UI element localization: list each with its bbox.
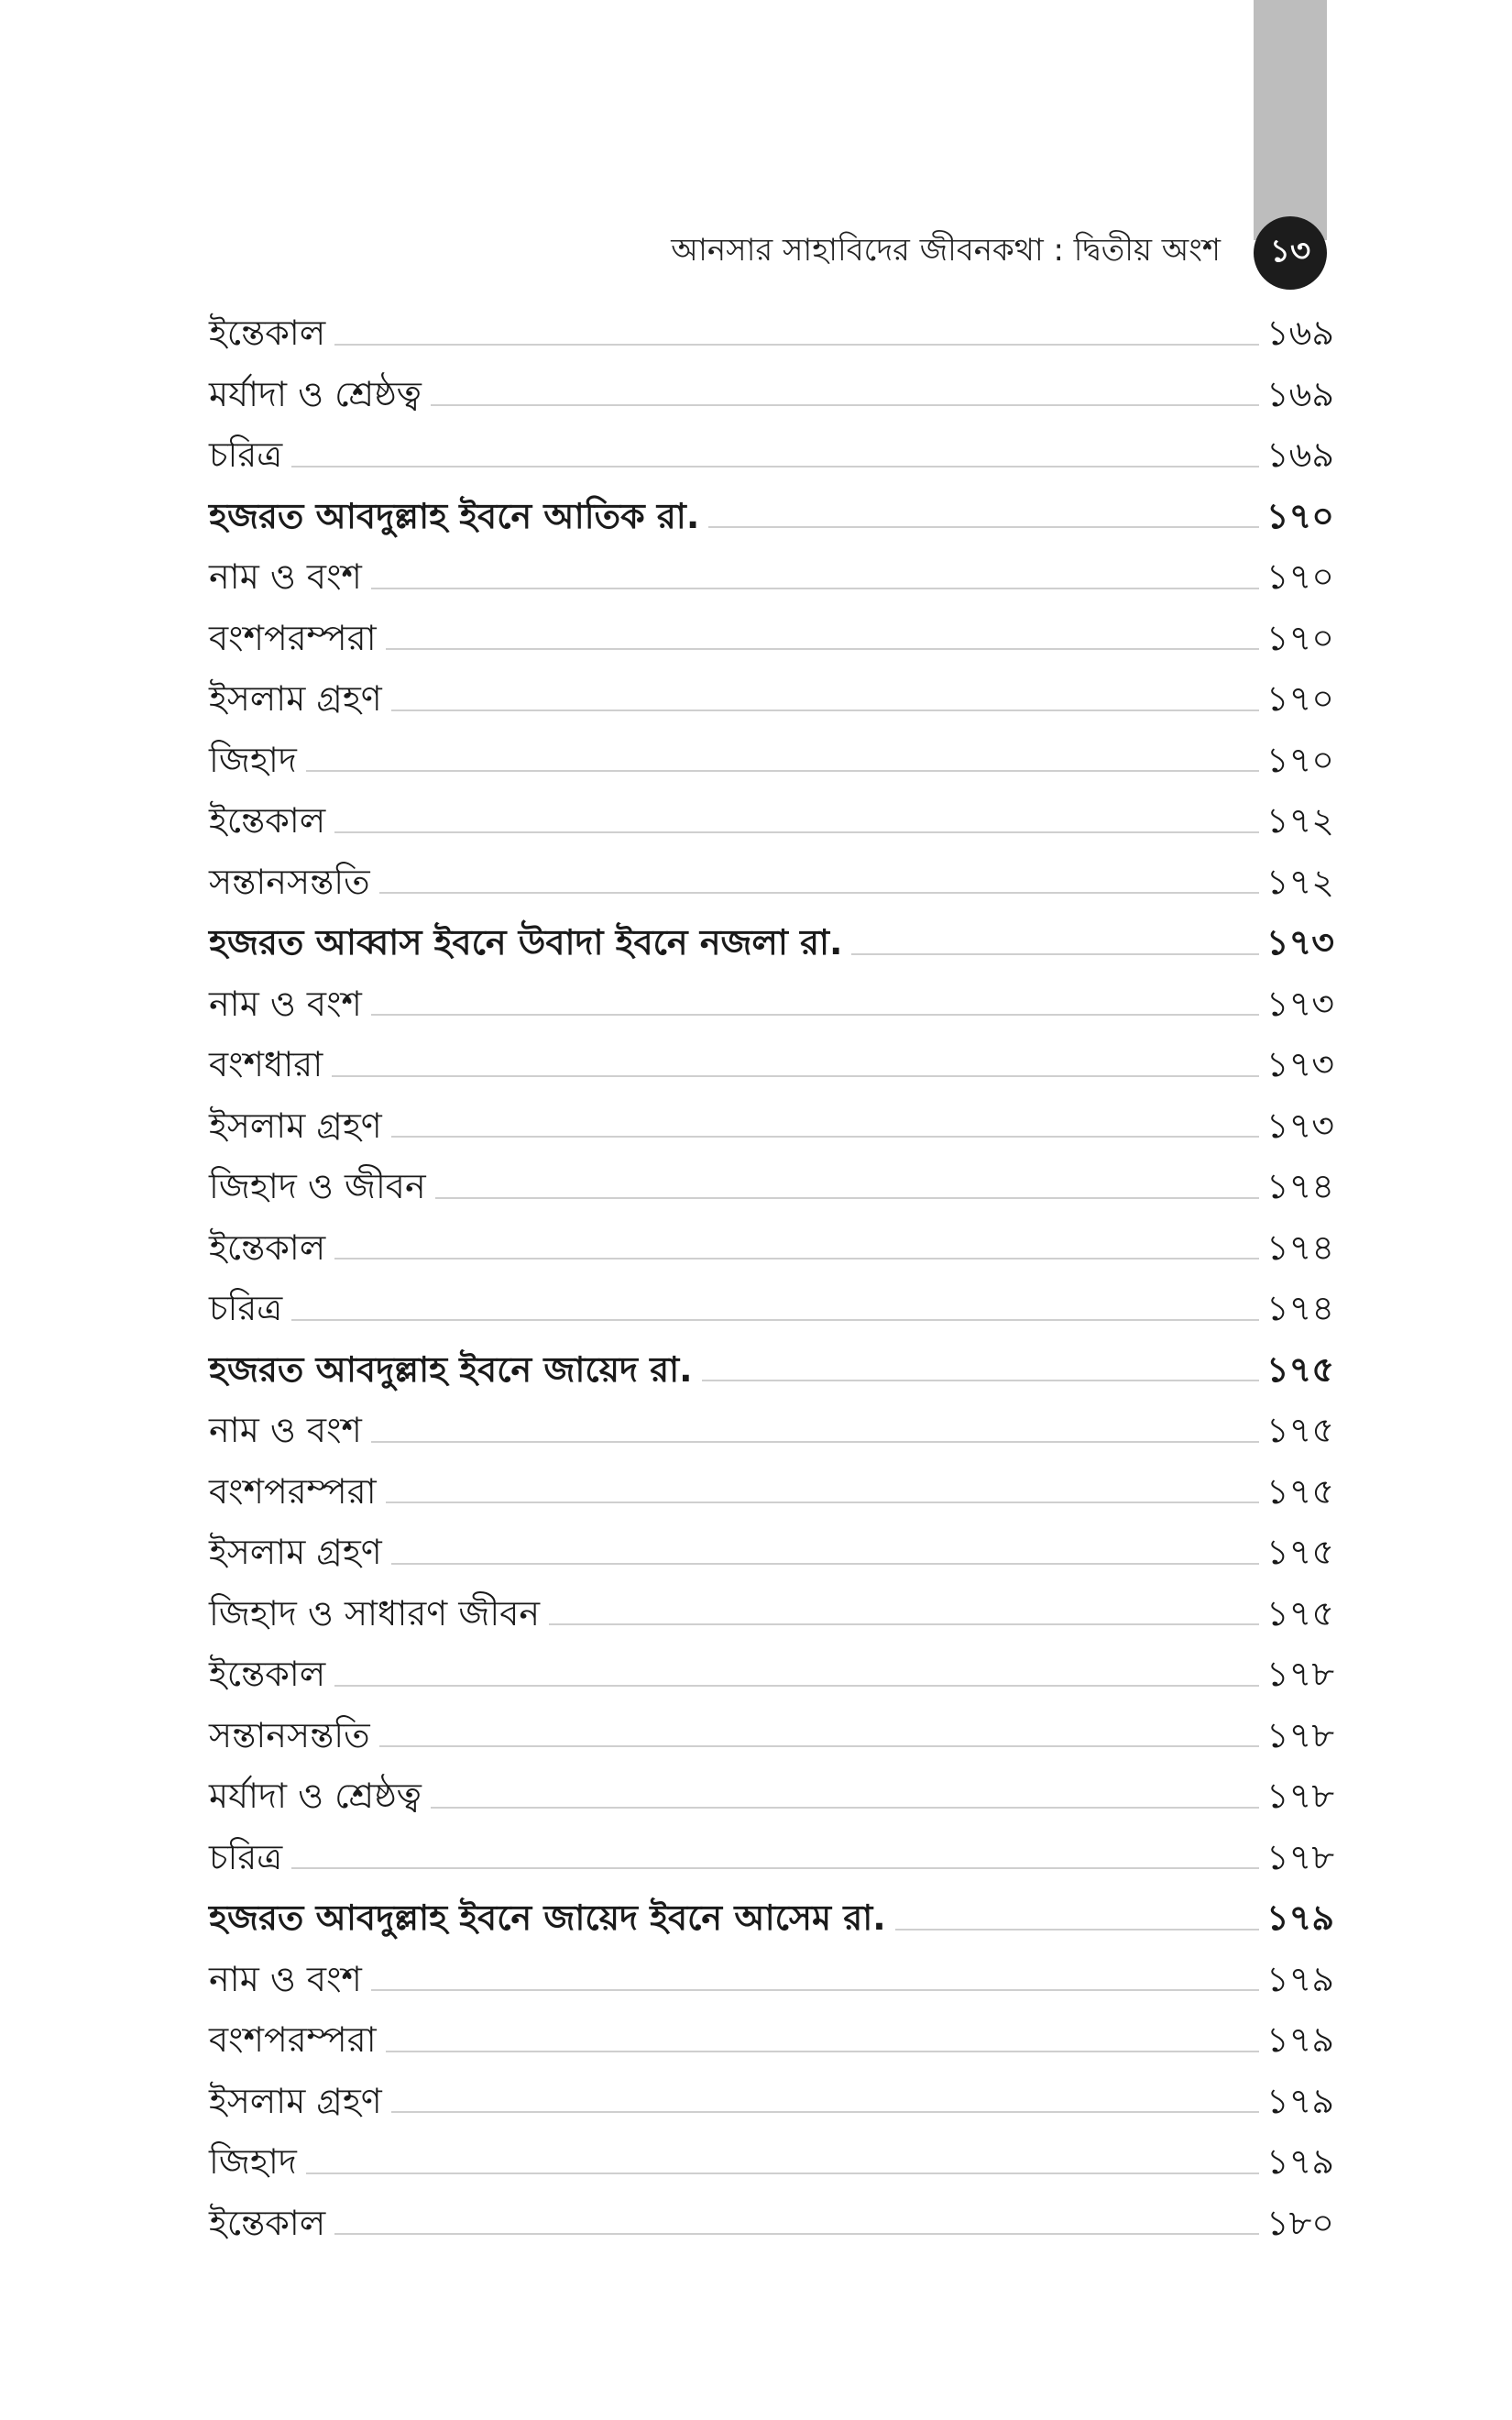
toc-leader-line: [334, 1685, 1259, 1687]
toc-leader-line: [391, 1563, 1259, 1565]
toc-entry-page: ১৭৪: [1265, 1288, 1334, 1328]
toc-leader-line: [379, 892, 1259, 894]
toc-entry-title: হজরত আব্বাস ইবনে উবাদা ইবনে নজলা রা.: [209, 922, 843, 962]
toc-section-entry: [209, 302, 1334, 364]
toc-entry-page: ১৭৯: [1265, 2019, 1334, 2060]
toc-entry-title: ইন্তেকাল: [209, 1654, 326, 1694]
toc-entry-title: ইন্তেকাল: [209, 1226, 326, 1268]
toc-entry-title: নাম ও বংশ: [209, 1958, 362, 1999]
toc-entry-title: জিহাদ: [209, 739, 297, 780]
running-header-title: আনসার সাহাবিদের জীবনকথা : দ্বিতীয় অংশ: [671, 232, 1221, 269]
toc-entry-page: ১৭৩: [1265, 983, 1334, 1024]
toc-section-entry: [209, 1400, 1334, 1461]
toc-section-entry: [209, 364, 1334, 425]
toc-section-entry: [209, 2009, 1334, 2071]
toc-leader-line: [291, 1319, 1259, 1321]
toc-section-entry: [209, 424, 1334, 486]
toc-entry-page: ১৬৯: [1265, 434, 1334, 475]
toc-entry-page: ১৭৫: [1265, 1410, 1334, 1450]
toc-leader-line: [391, 710, 1259, 711]
toc-section-entry: [209, 546, 1334, 608]
toc-entry-page: ১৬৯: [1265, 373, 1334, 414]
toc-entry-title: ইসলাম গ্রহণ: [209, 1105, 382, 1146]
toc-section-entry: [209, 668, 1334, 730]
toc-entry-title: বংশপরম্পরা: [209, 1470, 377, 1512]
toc-leader-line: [895, 1929, 1259, 1930]
toc-entry-title: বংশপরম্পরা: [209, 617, 377, 658]
toc-section-entry: [209, 852, 1334, 913]
toc-entry-title: ইসলাম গ্রহণ: [209, 1532, 382, 1572]
toc-leader-line: [391, 2111, 1259, 2113]
toc-entry-title: জিহাদ ও সাধারণ জীবন: [209, 1592, 541, 1634]
toc-leader-line: [386, 2051, 1259, 2052]
toc-entry-page: ১৭৪: [1265, 1226, 1334, 1268]
toc-leader-line: [334, 344, 1259, 346]
toc-leader-line: [334, 2233, 1259, 2235]
toc-entry-page: ১৭৮: [1265, 1776, 1334, 1816]
toc-leader-line: [435, 1197, 1259, 1199]
toc-leader-line: [702, 1380, 1259, 1381]
toc-entry-title: চরিত্র: [209, 1288, 283, 1328]
toc-leader-line: [431, 1807, 1259, 1809]
toc-entry-page: ১৭৮: [1265, 1836, 1334, 1877]
toc-leader-line: [371, 1989, 1259, 1991]
toc-leader-line: [332, 1075, 1259, 1077]
toc-section-entry: [209, 1461, 1334, 1523]
toc-entry-title: মর্যাদা ও শ্রেষ্ঠত্ব: [209, 373, 422, 414]
toc-leader-line: [431, 404, 1259, 406]
toc-entry-title: বংশধারা: [209, 1044, 323, 1084]
toc-entry-title: ইন্তেকাল: [209, 313, 326, 353]
toc-entry-title: সন্তানসন্ততি: [209, 1714, 370, 1755]
toc-entry-page: ১৭০: [1265, 495, 1334, 536]
toc-entry-page: ১৭৩: [1265, 1044, 1334, 1084]
toc-section-entry: [209, 1217, 1334, 1279]
toc-entry-page: ১৭৮: [1265, 1654, 1334, 1694]
toc-entry-page: ১৭০: [1265, 617, 1334, 658]
toc-leader-line: [291, 466, 1259, 468]
toc-section-entry: [209, 1034, 1334, 1095]
toc-entry-title: হজরত আবদুল্লাহ ইবনে আতিক রা.: [209, 495, 700, 536]
toc-leader-line: [549, 1623, 1259, 1625]
toc-leader-line: [306, 770, 1259, 772]
toc-entry-title: হজরত আবদুল্লাহ ইবনে জায়েদ রা.: [209, 1348, 693, 1390]
toc-entry-title: চরিত্র: [209, 434, 283, 475]
toc-entry-page: ১৬৯: [1265, 313, 1334, 353]
toc-entry-page: ১৭২: [1265, 800, 1334, 841]
toc-entry-title: ইসলাম গ্রহণ: [209, 678, 382, 719]
toc-leader-line: [371, 588, 1259, 589]
page-number-badge: [1254, 216, 1327, 290]
table-of-contents: [209, 302, 1334, 2253]
toc-entry-title: ইন্তেকাল: [209, 2202, 326, 2243]
toc-entry-page: ১৭৫: [1265, 1592, 1334, 1634]
toc-leader-line: [334, 831, 1259, 833]
toc-leader-line: [371, 1014, 1259, 1016]
toc-entry-title: জিহাদ ও জীবন: [209, 1166, 426, 1206]
toc-entry-page: ১৭০: [1265, 739, 1334, 780]
toc-entry-page: ১৭৯: [1265, 2141, 1334, 2182]
toc-leader-line: [334, 1258, 1259, 1260]
toc-section-entry: [209, 2071, 1334, 2132]
page-edge-tab: [1254, 0, 1327, 240]
toc-section-entry: [209, 790, 1334, 852]
toc-section-entry: [209, 2193, 1334, 2254]
toc-entry-title: জিহাদ: [209, 2141, 297, 2182]
toc-entry-page: ১৮০: [1265, 2202, 1334, 2243]
toc-leader-line: [386, 1502, 1259, 1503]
toc-entry-page: ১৭৯: [1265, 2080, 1334, 2121]
toc-entry-page: ১৭৩: [1265, 922, 1334, 962]
toc-entry-title: ইসলাম গ্রহণ: [209, 2080, 382, 2121]
toc-leader-line: [851, 953, 1259, 955]
toc-entry-title: হজরত আবদুল্লাহ ইবনে জায়েদ ইবনে আসেম রা.: [209, 1898, 886, 1938]
toc-entry-page: ১৭৩: [1265, 1105, 1334, 1146]
toc-entry-title: নাম ও বংশ: [209, 1410, 362, 1450]
toc-leader-line: [708, 526, 1259, 528]
page-number: ১৩: [1269, 232, 1311, 270]
toc-entry-page: ১৭৯: [1265, 1958, 1334, 1999]
toc-entry-title: নাম ও বংশ: [209, 983, 362, 1024]
toc-section-entry: [209, 1278, 1334, 1339]
toc-section-entry: [209, 974, 1334, 1035]
toc-chapter-entry: [209, 912, 1334, 974]
toc-entry-page: ১৭৮: [1265, 1714, 1334, 1755]
toc-chapter-entry: [209, 486, 1334, 547]
toc-entry-page: ১৭৫: [1265, 1348, 1334, 1390]
toc-entry-page: ১৭৯: [1265, 1898, 1334, 1938]
toc-entry-title: সন্তানসন্ততি: [209, 861, 370, 902]
toc-entry-page: ১৭০: [1265, 678, 1334, 719]
toc-chapter-entry: [209, 1887, 1334, 1949]
toc-leader-line: [379, 1745, 1259, 1747]
toc-leader-line: [391, 1136, 1259, 1138]
toc-section-entry: [209, 1644, 1334, 1705]
toc-entry-page: ১৭০: [1265, 556, 1334, 597]
toc-section-entry: [209, 1827, 1334, 1888]
toc-section-entry: [209, 1705, 1334, 1766]
toc-section-entry: [209, 1766, 1334, 1827]
toc-leader-line: [306, 2172, 1259, 2174]
toc-entry-title: বংশপরম্পরা: [209, 2019, 377, 2060]
toc-section-entry: [209, 1095, 1334, 1157]
toc-entry-title: ইন্তেকাল: [209, 800, 326, 841]
toc-entry-page: ১৭৫: [1265, 1532, 1334, 1572]
toc-entry-title: চরিত্র: [209, 1836, 283, 1877]
toc-entry-page: ১৭৪: [1265, 1166, 1334, 1206]
toc-section-entry: [209, 730, 1334, 791]
toc-leader-line: [291, 1867, 1259, 1869]
toc-section-entry: [209, 1583, 1334, 1644]
toc-leader-line: [371, 1441, 1259, 1443]
toc-section-entry: [209, 1522, 1334, 1583]
toc-entry-page: ১৭২: [1265, 861, 1334, 902]
toc-section-entry: [209, 608, 1334, 669]
toc-chapter-entry: [209, 1339, 1334, 1401]
toc-entry-page: ১৭৫: [1265, 1470, 1334, 1512]
toc-leader-line: [386, 648, 1259, 650]
toc-section-entry: [209, 2131, 1334, 2193]
toc-section-entry: [209, 1156, 1334, 1217]
toc-section-entry: [209, 1949, 1334, 2010]
toc-entry-title: নাম ও বংশ: [209, 556, 362, 597]
toc-entry-title: মর্যাদা ও শ্রেষ্ঠত্ব: [209, 1776, 422, 1816]
